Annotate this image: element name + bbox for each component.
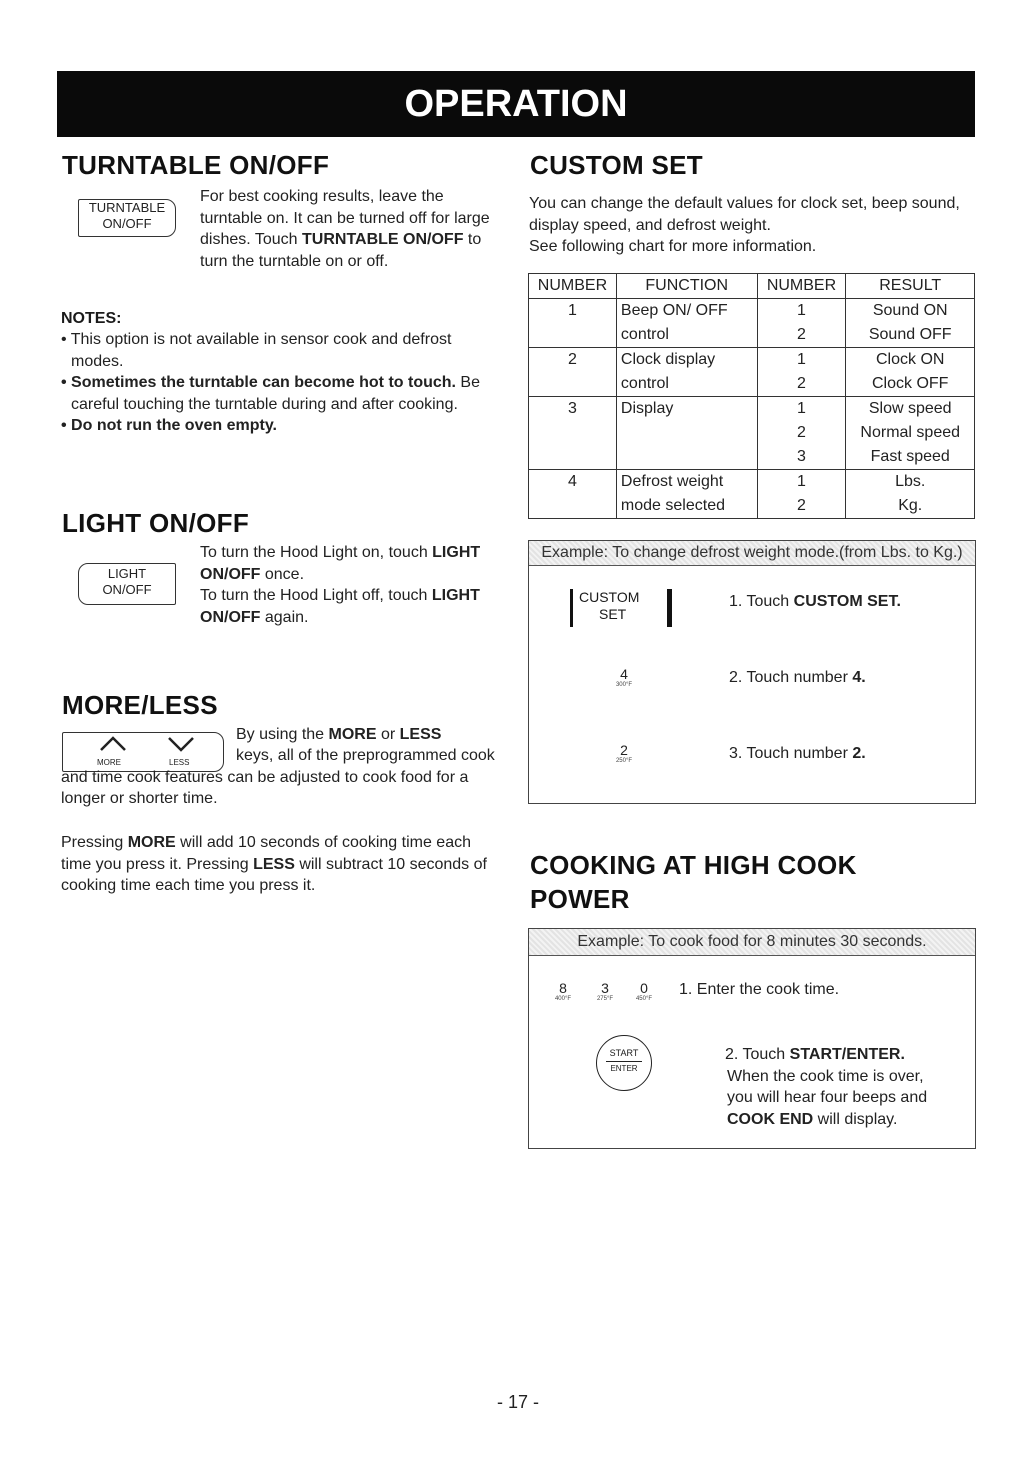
number-key-3: 3 275°F [596, 980, 614, 1002]
moreless-press-info: Pressing MORE will add 10 seconds of cooking time each time you press it. Pressing LESS will subtract 10 seconds of cooking time each time you press it. [61, 834, 487, 894]
light-key-line1: LIGHT [107, 566, 147, 581]
notes-title: NOTES: [61, 310, 122, 327]
table-cell: 2 [757, 494, 846, 519]
number-key-0: 0 450°F [635, 980, 653, 1002]
table-row [529, 348, 975, 373]
custom-set-example-title: Example: To change defrost weight mode.(from Lbs. to Kg.) [529, 541, 975, 566]
table-cell: Normal speed [846, 421, 975, 445]
custom-set-title: CUSTOM SET [530, 150, 703, 180]
high-cook-example-title: Example: To cook food for 8 minutes 30 seconds. [529, 929, 975, 956]
table-row [529, 397, 975, 422]
turntable-title: TURNTABLE ON/OFF [62, 150, 330, 180]
moreless-title: MORE/LESS [62, 690, 218, 720]
number-key-2: 2 250°F [615, 742, 633, 764]
table-header-row [529, 274, 975, 299]
turntable-key-line1: TURNTABLE [88, 200, 166, 215]
custom-step-1: 1. Touch CUSTOM SET. [729, 593, 901, 610]
table-cell: Beep ON/ OFF [616, 299, 757, 324]
table-cell: Slow speed [846, 397, 975, 422]
table-header: NUMBER [529, 274, 617, 299]
table-cell: Fast speed [846, 445, 975, 470]
custom-set-example-box [528, 540, 976, 804]
custom-key-line1: CUSTOM [579, 589, 640, 605]
table-cell: Sound OFF [846, 323, 975, 348]
moreless-description: keys, all of the preprogrammed cook and time cook features can be adjusted to cook food for a longer or shorter time. [61, 747, 495, 807]
table-cell: 1 [757, 397, 846, 422]
table-cell: Defrost weight [616, 470, 757, 495]
table-cell: 4 [529, 470, 617, 519]
custom-set-intro: You can change the default values for clock set, beep sound, display speed, and defrost weight. See following chart for more information. [529, 195, 960, 255]
custom-key-line2: SET [599, 606, 627, 622]
table-cell: Lbs. [846, 470, 975, 495]
table-row [529, 470, 975, 495]
light-title: LIGHT ON/OFF [62, 508, 250, 538]
table-header: NUMBER [757, 274, 846, 299]
custom-step-3: 3. Touch number 2. [729, 745, 866, 762]
table-header: RESULT [846, 274, 975, 299]
turntable-onoff-key [78, 199, 176, 237]
table-cell: 3 [757, 445, 846, 470]
table-row [529, 299, 975, 324]
high-cook-step-2: 2. Touch START/ENTER. When the cook time is over, you will hear four beeps and COOK END will display. [725, 1046, 928, 1128]
more-key-label: MORE [97, 758, 121, 767]
table-cell: Clock ON [846, 348, 975, 373]
table-header: FUNCTION [616, 274, 757, 299]
custom-set-table [528, 273, 975, 519]
custom-set-key [570, 589, 672, 627]
start-enter-key [596, 1035, 652, 1091]
table-cell: control [616, 372, 757, 397]
note-1: • This option is not available in sensor cook and defrost modes. [61, 331, 452, 370]
number-key-4: 4 300°F [615, 666, 633, 688]
table-cell: Sound ON [846, 299, 975, 324]
turntable-description: For best cooking results, leave the turntable on. It can be turned off for large dishes. Touch TURNTABLE ON/OFF to turn the turntable on or off. [200, 188, 490, 270]
page-number: - 17 - [496, 1392, 539, 1412]
table-cell: 2 [757, 323, 846, 348]
table-cell: mode selected [616, 494, 757, 519]
high-cook-title: COOKING AT HIGH COOK POWER [530, 850, 857, 914]
turntable-key-line2: ON/OFF [102, 216, 152, 231]
start-divider [606, 1061, 642, 1062]
high-cook-step-1: 1. Enter the cook time. [679, 981, 840, 998]
table-cell: 2 [757, 421, 846, 445]
start-label: START [609, 1048, 639, 1058]
note-3: • Do not run the oven empty. [61, 417, 277, 434]
note-2: • Sometimes the turntable can become hot to touch. Be careful touching the turntable during and after cooking. [61, 374, 480, 413]
table-cell: 3 [529, 397, 617, 470]
table-cell: 1 [529, 299, 617, 348]
table-cell: 1 [757, 299, 846, 324]
table-cell: 2 [757, 372, 846, 397]
table-cell: 1 [757, 470, 846, 495]
table-cell: 2 [529, 348, 617, 397]
light-description: To turn the Hood Light on, touch LIGHT ON/OFF once. To turn the Hood Light off, touch LIGHT ON/OFF again. [200, 544, 481, 626]
table-cell: 1 [757, 348, 846, 373]
high-cook-example-box [528, 928, 976, 1149]
table-cell: Clock display [616, 348, 757, 373]
page-banner: OPERATION [57, 71, 975, 137]
table-cell: control [616, 323, 757, 348]
table-cell: Display [616, 397, 757, 470]
notes-list [61, 329, 493, 437]
light-onoff-key [78, 563, 176, 605]
light-key-line2: ON/OFF [102, 582, 152, 597]
moreless-intro: By using the MORE or LESS [236, 726, 442, 743]
number-key-8: 8 400°F [554, 980, 572, 1002]
less-key-label: LESS [169, 758, 190, 767]
enter-label: ENTER [610, 1064, 638, 1073]
table-cell: Clock OFF [846, 372, 975, 397]
custom-step-2: 2. Touch number 4. [729, 669, 866, 686]
table-cell: Kg. [846, 494, 975, 519]
